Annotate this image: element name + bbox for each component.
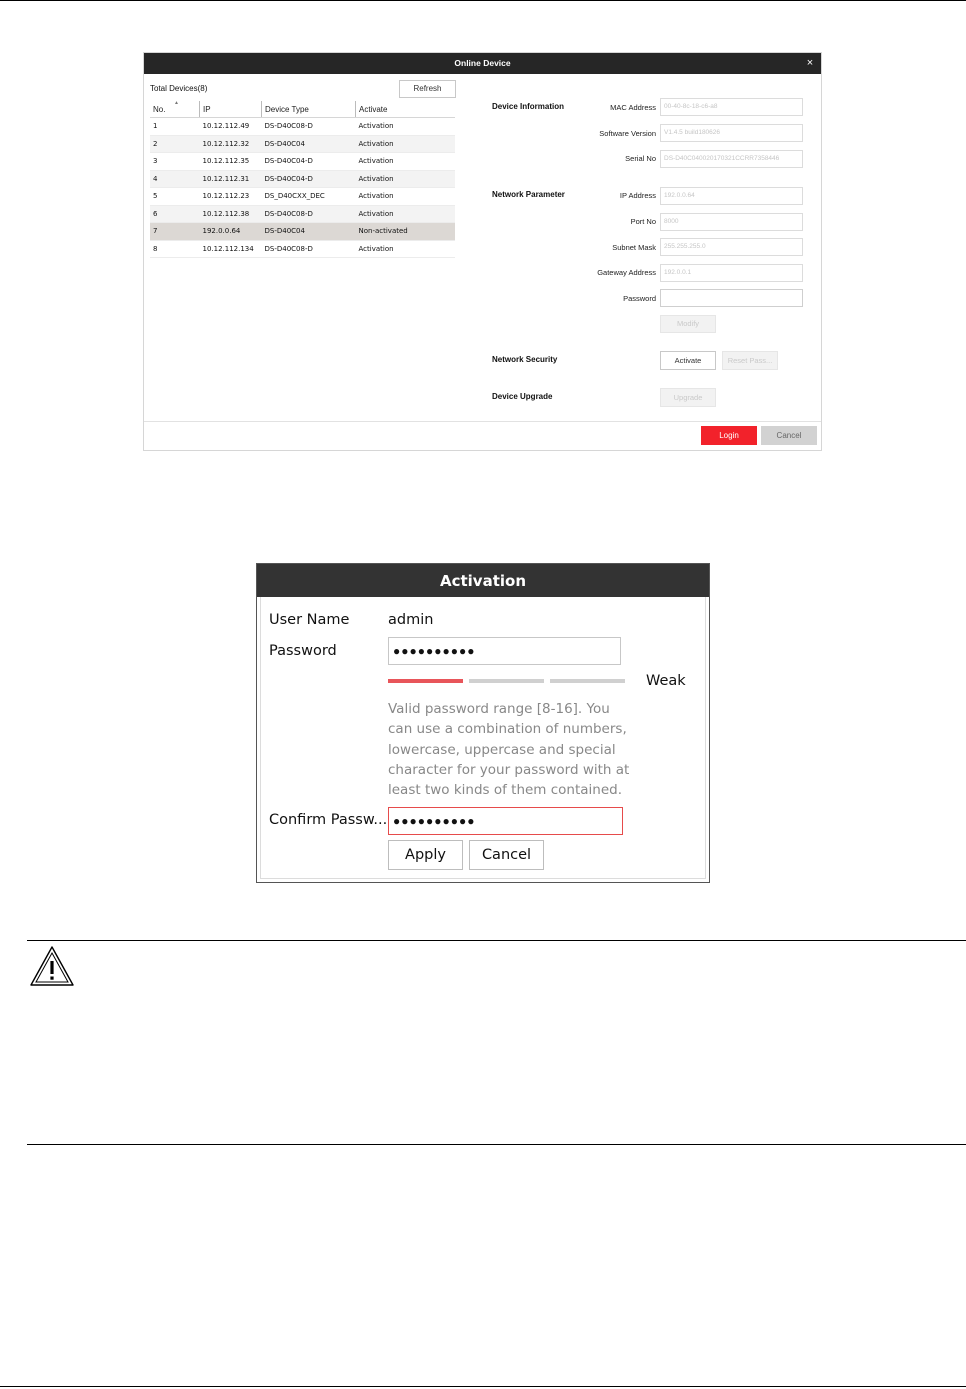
cell-device-type: DS-D40C04-D xyxy=(262,153,356,171)
gateway-address-field[interactable]: 192.0.0.1 xyxy=(660,264,803,282)
hint-line: character for your password with at xyxy=(388,761,630,778)
cell-no: 2 xyxy=(150,135,200,153)
table-row[interactable] xyxy=(150,240,455,258)
cell-ip: 10.12.112.134 xyxy=(200,240,262,258)
mac-address-label: MAC Address xyxy=(610,103,656,112)
cell-device-type: DS-D40C08-D xyxy=(262,205,356,223)
subnet-mask-field[interactable]: 255.255.255.0 xyxy=(660,238,803,256)
password-input[interactable]: ●●●●●●●●●● xyxy=(388,637,621,665)
cancel-button[interactable]: Cancel xyxy=(761,426,817,445)
serial-no-label: Serial No xyxy=(625,154,656,163)
footer-divider xyxy=(144,421,821,422)
cell-activate: Activation xyxy=(356,170,456,188)
login-button[interactable]: Login xyxy=(701,426,757,445)
cell-no: 3 xyxy=(150,153,200,171)
cell-device-type: DS_D40CXX_DEC xyxy=(262,188,356,206)
modify-button[interactable]: Modify xyxy=(660,315,716,333)
warning-icon xyxy=(28,944,76,988)
sort-ascending-icon[interactable]: ▲ xyxy=(174,100,179,106)
port-no-label: Port No xyxy=(630,217,656,226)
subnet-mask-label: Subnet Mask xyxy=(612,243,656,252)
activate-button[interactable]: Activate xyxy=(660,351,716,370)
close-icon[interactable]: × xyxy=(806,57,814,69)
hint-line: Valid password range [8-16]. You xyxy=(388,701,610,717)
cell-no: 1 xyxy=(150,118,200,136)
cell-ip: 192.0.0.64 xyxy=(200,223,262,241)
hint-line: can use a combination of numbers, xyxy=(388,721,627,738)
gateway-address-label: Gateway Address xyxy=(597,268,656,277)
page-top-rule xyxy=(0,0,966,1)
cell-ip: 10.12.112.23 xyxy=(200,188,262,206)
total-devices-label: Total Devices(8) xyxy=(150,84,208,93)
online-device-window xyxy=(143,52,822,451)
column-header-device-type[interactable]: Device Type xyxy=(262,101,356,118)
page-bottom-rule xyxy=(0,1386,966,1387)
cell-ip: 10.12.112.35 xyxy=(200,153,262,171)
confirm-password-input[interactable]: ●●●●●●●●●● xyxy=(388,807,623,835)
refresh-button[interactable]: Refresh xyxy=(399,80,456,98)
cell-device-type: DS-D40C04-D xyxy=(262,170,356,188)
table-row[interactable] xyxy=(150,153,455,171)
password-strength-label: Weak xyxy=(646,673,686,689)
device-upgrade-heading: Device Upgrade xyxy=(492,392,553,401)
cell-activate: Activation xyxy=(356,188,456,206)
confirm-password-label: Confirm Passw... xyxy=(269,812,388,828)
table-row[interactable] xyxy=(150,205,455,223)
cell-activate: Activation xyxy=(356,240,456,258)
column-header-no[interactable]: No. xyxy=(150,101,200,118)
software-version-field[interactable]: V1.4.5 build180626 xyxy=(660,124,803,142)
strength-bar-3 xyxy=(550,679,625,683)
password-label: Password xyxy=(269,643,337,659)
table-row-selected[interactable] xyxy=(150,223,455,241)
strength-bar-2 xyxy=(469,679,544,683)
column-header-ip[interactable]: IP xyxy=(200,101,262,118)
table-row[interactable] xyxy=(150,135,455,153)
activation-cancel-button[interactable]: Cancel xyxy=(469,840,544,870)
password-label: Password xyxy=(623,294,656,303)
mac-address-field[interactable]: 00-40-8c-18-c6-a8 xyxy=(660,98,803,116)
caution-bottom-rule xyxy=(27,1144,966,1145)
table-row[interactable] xyxy=(150,118,455,136)
cell-device-type: DS-D40C04 xyxy=(262,135,356,153)
ip-address-field[interactable]: 192.0.0.64 xyxy=(660,187,803,205)
network-parameter-heading: Network Parameter xyxy=(492,190,565,199)
cell-ip: 10.12.112.38 xyxy=(200,205,262,223)
column-header-activate[interactable]: Activate xyxy=(356,101,456,118)
cell-ip: 10.12.112.49 xyxy=(200,118,262,136)
table-row[interactable] xyxy=(150,188,455,206)
cell-ip: 10.12.112.31 xyxy=(200,170,262,188)
cell-no: 6 xyxy=(150,205,200,223)
hint-line: lowercase, uppercase and special xyxy=(388,741,616,758)
user-name-value: admin xyxy=(388,612,434,628)
activation-title: Activation xyxy=(257,564,709,597)
software-version-label: Software Version xyxy=(599,129,656,138)
window-title: Online Device xyxy=(144,53,821,74)
cell-ip: 10.12.112.32 xyxy=(200,135,262,153)
device-table xyxy=(150,101,455,258)
user-name-label: User Name xyxy=(269,612,350,628)
cell-device-type: DS-D40C08-D xyxy=(262,240,356,258)
strength-bar-1 xyxy=(388,679,463,683)
caution-top-rule xyxy=(27,940,966,941)
cell-device-type: DS-D40C04 xyxy=(262,223,356,241)
activation-dialog xyxy=(256,563,710,883)
cell-activate: Non-activated xyxy=(356,223,456,241)
apply-button[interactable]: Apply xyxy=(388,840,463,870)
ip-address-label: IP Address xyxy=(619,191,656,200)
port-no-field[interactable]: 8000 xyxy=(660,213,803,231)
cell-activate: Activation xyxy=(356,135,456,153)
network-security-heading: Network Security xyxy=(492,355,558,364)
cell-no: 5 xyxy=(150,188,200,206)
hint-line: least two kinds of them contained. xyxy=(388,782,623,799)
device-information-heading: Device Information xyxy=(492,102,565,111)
reset-password-button[interactable]: Reset Pass... xyxy=(722,351,778,370)
cell-no: 4 xyxy=(150,170,200,188)
cell-activate: Activation xyxy=(356,205,456,223)
password-hint xyxy=(388,699,633,800)
cell-activate: Activation xyxy=(356,153,456,171)
cell-device-type: DS-D40C08-D xyxy=(262,118,356,136)
table-row[interactable] xyxy=(150,170,455,188)
cell-no: 8 xyxy=(150,240,200,258)
cell-no: 7 xyxy=(150,223,200,241)
serial-no-field[interactable]: DS-D40C040020170321CCRR7358446 xyxy=(660,150,803,168)
password-field[interactable] xyxy=(660,289,803,307)
cell-activate: Activation xyxy=(356,118,456,136)
upgrade-button[interactable]: Upgrade xyxy=(660,388,716,407)
table-header-row xyxy=(150,101,455,118)
